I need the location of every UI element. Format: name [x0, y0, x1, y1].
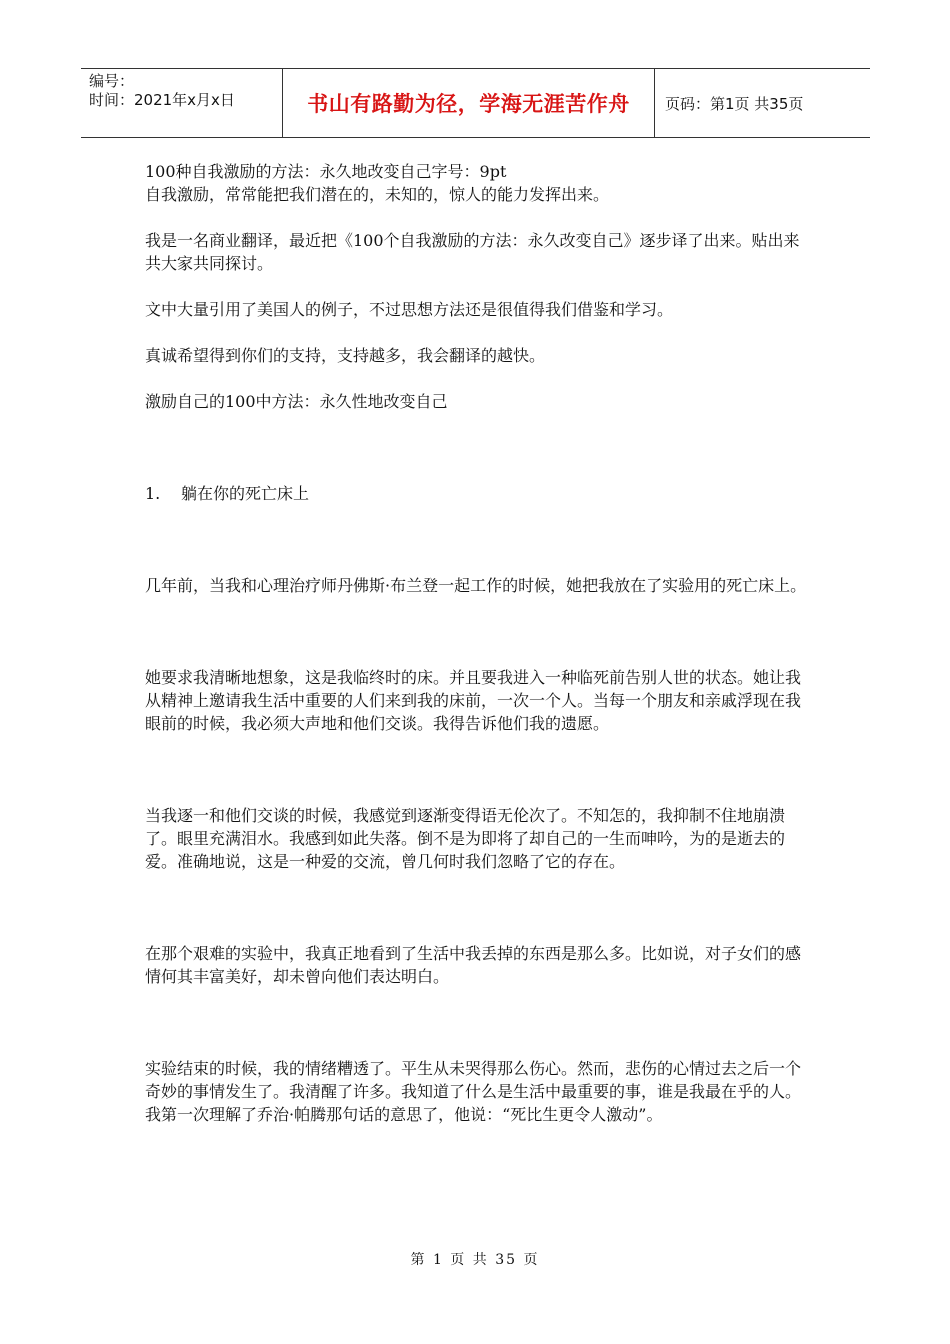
intro-paragraph: 自我激励，常常能把我们潜在的，未知的，惊人的能力发挥出来。 [145, 185, 610, 204]
motto-text: 书山有路勤为径，学海无涯苦作舟 [307, 92, 630, 116]
document-title: 100种自我激励的方法：永久地改变自己字号：9pt [145, 162, 507, 181]
paragraph-examples: 文中大量引用了美国人的例子，不过思想方法还是很值得我们借鉴和学习。 [145, 300, 674, 319]
paragraph-translator: 我是一名商业翻译，最近把《100个自我激励的方法：永久改变自己》逐步译了出来。贴出来共大家共同探讨。 [145, 231, 800, 273]
paragraph-support: 真诚希望得到你们的支持，支持越多，我会翻译的越快。 [145, 346, 546, 365]
header-page-cell [655, 69, 870, 137]
paragraph-loss: 在那个艰难的实验中，我真正地看到了生活中我丢掉的东西是那么多。比如说，对子女们的感情何其丰富美好，却未曾向他们表达明白。 [145, 944, 802, 986]
paragraph-ending: 实验结束的时候，我的情绪糟透了。平生从未哭得那么伤心。然而，悲伤的心情过去之后一个奇妙的事情发生了。我清醒了许多。我知道了什么是生活中最重要的事，谁是我最在乎的人。我第一次理解了乔治·帕腾那句话的意思了，他说：“死比生更令人激动”。 [145, 1059, 802, 1124]
list-number: 1. [145, 484, 161, 503]
list-item-text: 躺在你的死亡床上 [181, 484, 310, 503]
date-line: 时间：2021年x月x日 [89, 91, 235, 109]
serial-label: 编号： [89, 72, 135, 90]
paragraph-deathbed: 几年前，当我和心理治疗师丹佛斯·布兰登一起工作的时候，她把我放在了实验用的死亡床上。 [145, 576, 807, 595]
page-header [81, 68, 870, 138]
paragraph-imagine: 她要求我清晰地想象，这是我临终时的床。并且要我进入一种临死前告别人世的状态。她让我从精神上邀请我生活中重要的人们来到我的床前，一次一个人。当每一个朋友和亲戚浮现在我眼前的时候，我必须大声地和他们交谈。我得告诉他们我的遗愿。 [145, 668, 802, 733]
page-info: 页码：第1页 共35页 [665, 94, 804, 113]
header-motto-cell [282, 69, 655, 137]
list-item-1 [145, 482, 810, 505]
paragraph-heading: 激励自己的100中方法：永久性地改变自己 [145, 392, 448, 411]
document-body [145, 160, 810, 1126]
page-footer: 第 1 页 共 35 页 [410, 1252, 540, 1268]
paragraph-talk: 当我逐一和他们交谈的时候，我感觉到逐渐变得语无伦次了。不知怎的，我抑制不住地崩溃了。眼里充满泪水。我感到如此失落。倒不是为即将了却自己的一生而呻吟，为的是逝去的爱。准确地说，这是一种爱的交流，曾几何时我们忽略了它的存在。 [145, 806, 786, 871]
header-meta-cell [81, 69, 282, 137]
